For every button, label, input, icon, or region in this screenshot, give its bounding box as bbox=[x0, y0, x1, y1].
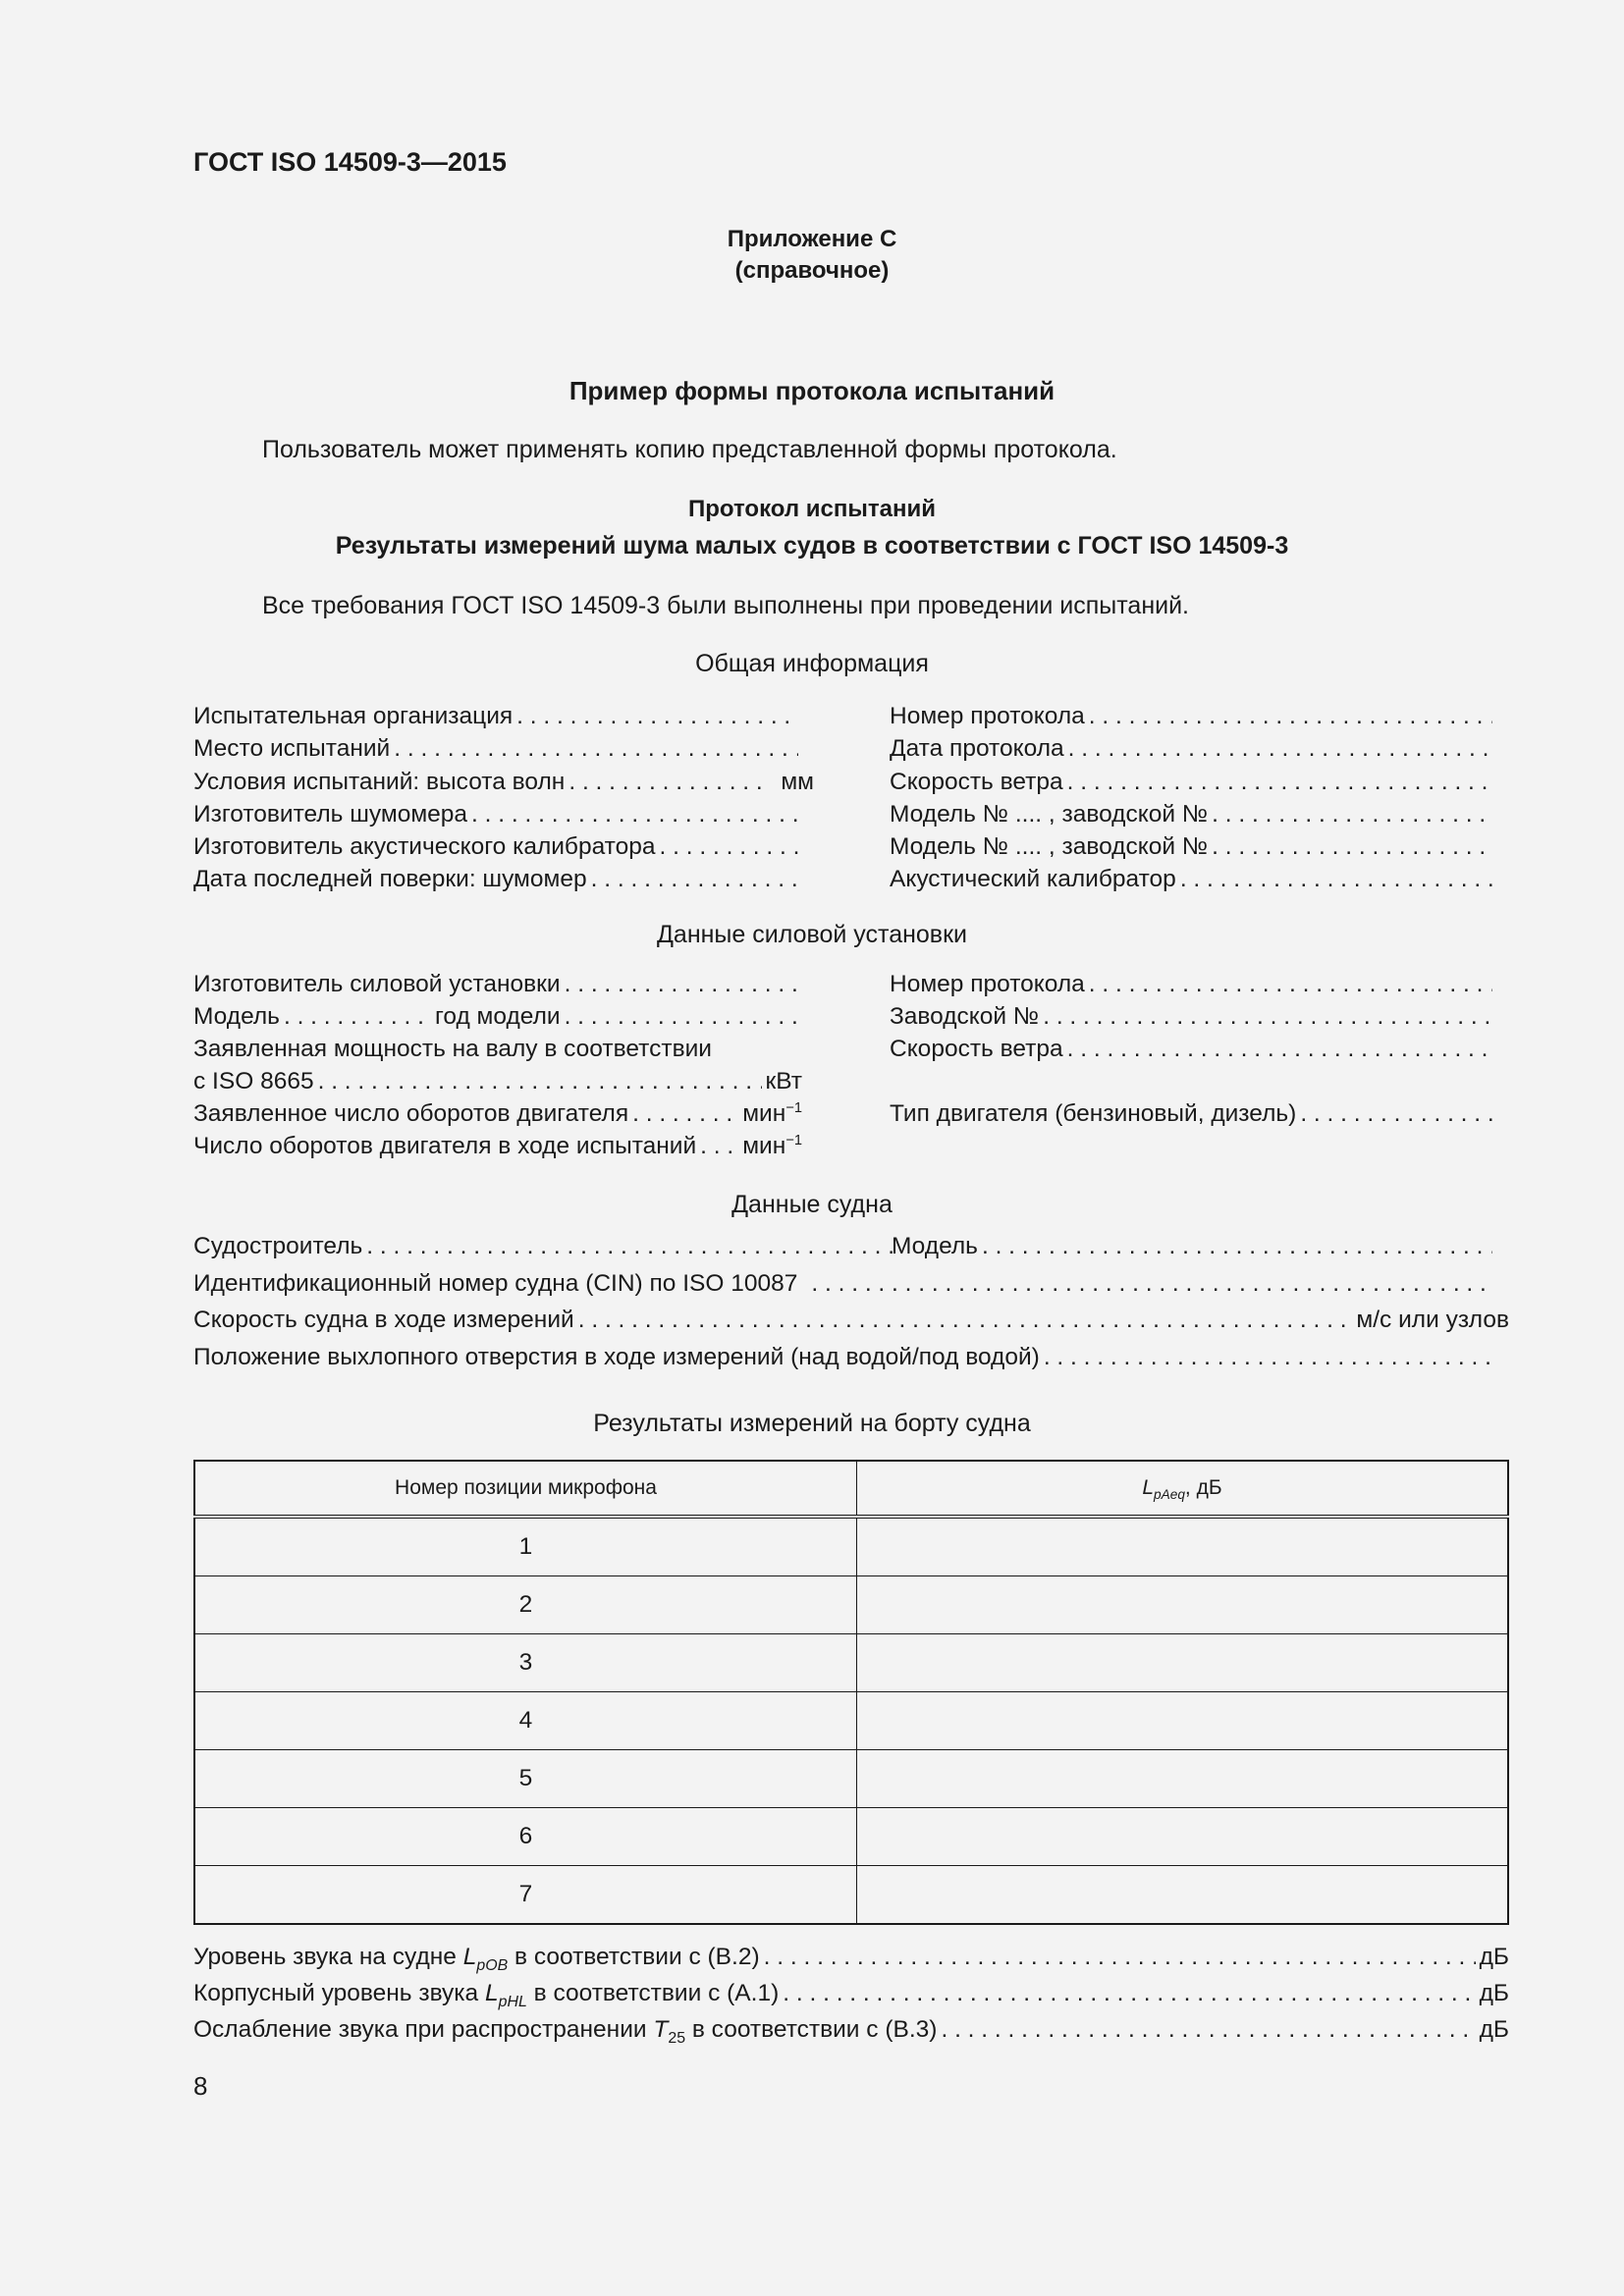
page-number: 8 bbox=[193, 2071, 208, 2101]
table-row bbox=[194, 1866, 1508, 1925]
mic-position-cell: 1 bbox=[194, 1517, 857, 1576]
mic-position-cell: 2 bbox=[194, 1576, 857, 1634]
field-powerplant-maker: Изготовитель силовой установки . . . bbox=[193, 969, 802, 1000]
protocol-title: Протокол испытаний bbox=[688, 496, 936, 522]
intro-text: Пользователь может применять копию представленной формы протокола. bbox=[262, 436, 1117, 463]
field-hull-level: Корпусный уровень звука $L_{pHL}$ в соответствии с (А.1) . . . дБ bbox=[193, 1978, 1509, 2009]
field-model-year: Модель . . . год модели . . . bbox=[193, 1001, 802, 1033]
field-test-site: Место испытаний . . . bbox=[193, 733, 802, 765]
vessel-heading: Данные судна bbox=[731, 1191, 893, 1218]
field-attenuation: Ослабление звука при распространении $T_{25}$ в соответствии с (В.3) . . . дБ bbox=[193, 2014, 1509, 2046]
mic-position-cell: 4 bbox=[194, 1692, 857, 1750]
col-mic-position: Номер позиции микрофона bbox=[194, 1461, 857, 1517]
field-onboard-level: Уровень звука на судне $L_{pOB}$ в соответствии с (В.2) . . . дБ bbox=[193, 1942, 1509, 1973]
field-pp-protocol-number: Номер протокола . . . bbox=[890, 969, 1496, 1000]
appendix-title: Приложение С bbox=[727, 226, 897, 252]
mic-position-cell: 5 bbox=[194, 1750, 857, 1808]
field-sound-meter-maker: Изготовитель шумомера . . . bbox=[193, 799, 802, 830]
field-power: с ISO 8665 . . . кВт bbox=[193, 1066, 802, 1097]
mic-position-cell: 7 bbox=[194, 1866, 857, 1925]
powerplant-heading: Данные силовой установки bbox=[656, 921, 967, 948]
field-vessel-model: Модель . . . bbox=[892, 1231, 1496, 1262]
field-test-organization: Испытательная организация . . . bbox=[193, 701, 802, 732]
field-calibrator-model: Модель № .... , заводской № . . . bbox=[890, 831, 1496, 863]
field-vessel-speed: Скорость судна в ходе измерений . . . м/с или узлов bbox=[193, 1305, 1509, 1336]
results-heading: Результаты измерений на борту судна bbox=[593, 1410, 1031, 1437]
field-power-line1: Заявленная мощность на валу в соответствии bbox=[193, 1036, 712, 1062]
field-acoustic-calibrator: Акустический калибратор . . . bbox=[890, 864, 1496, 895]
general-heading: Общая информация bbox=[695, 650, 929, 677]
table-row bbox=[194, 1750, 1508, 1808]
table-row bbox=[194, 1576, 1508, 1634]
table-row bbox=[194, 1634, 1508, 1692]
field-exhaust-position: Положение выхлопного отверстия в ходе измерений (над водой/под водой) . . . bbox=[193, 1342, 1496, 1373]
field-wind-speed: Скорость ветра . . . bbox=[890, 767, 1496, 798]
field-meter-model: Модель № .... , заводской № . . . bbox=[890, 799, 1496, 830]
field-last-verification: Дата последней поверки: шумомер . . . bbox=[193, 864, 802, 895]
level-cell[interactable] bbox=[857, 1750, 1509, 1808]
field-wave-height: Условия испытаний: высота волн . . . мм bbox=[193, 767, 814, 798]
field-builder: Судостроитель . . . bbox=[193, 1231, 893, 1262]
field-calibrator-maker: Изготовитель акустического калибратора . . . bbox=[193, 831, 802, 863]
table-header-row bbox=[194, 1461, 1508, 1517]
mic-position-cell: 3 bbox=[194, 1634, 857, 1692]
appendix-note: (справочное) bbox=[734, 257, 890, 284]
table-row bbox=[194, 1517, 1508, 1576]
protocol-statement: Все требования ГОСТ ISO 14509-3 были выполнены при проведении испытаний. bbox=[262, 592, 1190, 619]
field-protocol-number: Номер протокола . . . bbox=[890, 701, 1496, 732]
field-rpm-declared: Заявленное число оборотов двигателя . . . мин$^{-1}$ bbox=[193, 1098, 802, 1130]
level-cell[interactable] bbox=[857, 1866, 1509, 1925]
col-level: $L_{pAeq}$, дБ bbox=[857, 1461, 1509, 1517]
level-cell[interactable] bbox=[857, 1808, 1509, 1866]
mic-position-cell: 6 bbox=[194, 1808, 857, 1866]
level-cell[interactable] bbox=[857, 1517, 1509, 1576]
field-cin: Идентификационный номер судна (CIN) по ISO 10087 . . . bbox=[193, 1268, 1496, 1300]
protocol-subtitle: Результаты измерений шума малых судов в соответствии с ГОСТ ISO 14509-3 bbox=[335, 532, 1289, 560]
field-protocol-date: Дата протокола . . . bbox=[890, 733, 1496, 765]
field-engine-type: Тип двигателя (бензиновый, дизель) . . . bbox=[890, 1098, 1496, 1130]
field-pp-wind-speed: Скорость ветра . . . bbox=[890, 1034, 1496, 1065]
standard-code: ГОСТ ISO 14509-3—2015 bbox=[193, 147, 507, 177]
level-cell[interactable] bbox=[857, 1634, 1509, 1692]
level-cell[interactable] bbox=[857, 1692, 1509, 1750]
level-cell[interactable] bbox=[857, 1576, 1509, 1634]
field-serial-number: Заводской № . . . bbox=[890, 1001, 1496, 1033]
field-rpm-test: Число оборотов двигателя в ходе испытаний . . . мин$^{-1}$ bbox=[193, 1131, 802, 1162]
table-row bbox=[194, 1808, 1508, 1866]
table-row bbox=[194, 1692, 1508, 1750]
results-table bbox=[193, 1460, 1509, 1925]
section-title: Пример формы протокола испытаний bbox=[568, 376, 1056, 405]
